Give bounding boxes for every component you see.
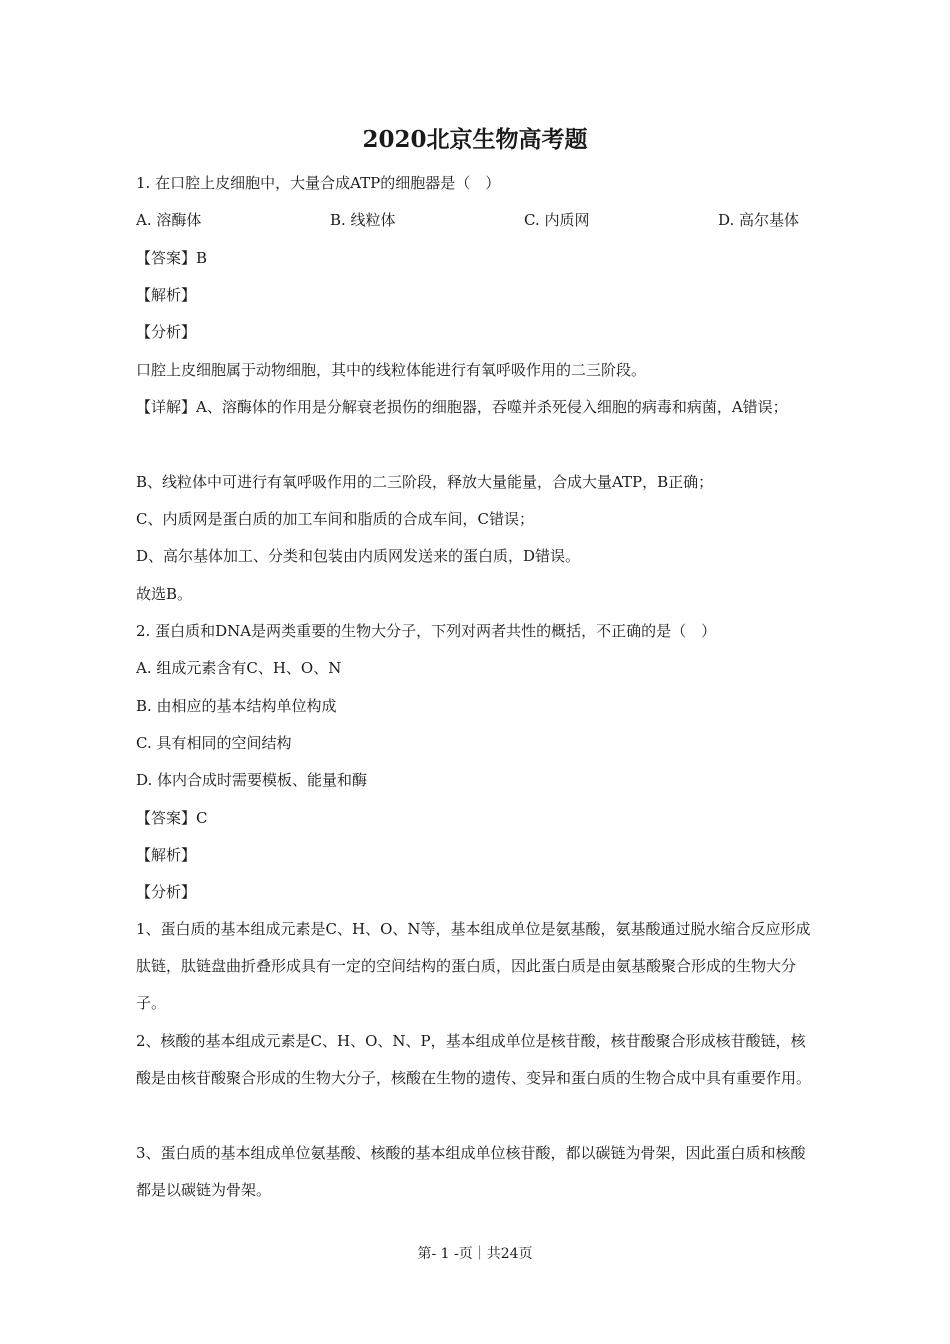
- document-title: 2020北京生物高考题: [362, 126, 588, 153]
- question-1-option-a: A. 溶酶体: [136, 211, 202, 229]
- question-2-jiexi-heading: 【解析】: [136, 846, 197, 864]
- question-2-analysis-1: 1、蛋白质的基本组成元素是C、H、O、N等，基本组成单位是氨基酸，氨基酸通过脱水缩合反应形成肽链，肽链盘曲折叠形成具有一定的空间结构的蛋白质，因此蛋白质是由氨基酸聚合形成的生物大分子。: [136, 920, 811, 1012]
- question-2-option-c: C. 具有相同的空间结构: [136, 734, 292, 752]
- question-1-stem: 1. 在口腔上皮细胞中，大量合成ATP的细胞器是（ ）: [136, 174, 501, 192]
- question-1-detail: 【详解】A、溶酶体的作用是分解衰老损伤的细胞器，吞噬并杀死侵入细胞的病毒和病菌，A错误；: [136, 398, 788, 416]
- question-2-analysis-2: 2、核酸的基本组成元素是C、H、O、N、P，基本组成单位是核苷酸，核苷酸聚合形成核苷酸链，核酸是由核苷酸聚合形成的生物大分子，核酸在生物的遗传、变异和蛋白质的生物合成中具有重要作用。: [136, 1032, 812, 1087]
- question-1-detail-b: B、线粒体中可进行有氧呼吸作用的二三阶段，释放大量能量，合成大量ATP，B正确；: [136, 473, 714, 491]
- question-1-answer: 【答案】B: [136, 249, 208, 267]
- question-1-option-d: D. 高尔基体: [718, 211, 800, 229]
- question-2-option-a: A. 组成元素含有C、H、O、N: [136, 659, 342, 677]
- question-2-option-d: D. 体内合成时需要模板、能量和酶: [136, 771, 368, 789]
- question-1-analysis: 口腔上皮细胞属于动物细胞，其中的线粒体能进行有氧呼吸作用的二三阶段。: [136, 361, 647, 379]
- question-1-option-b: B. 线粒体: [330, 211, 396, 229]
- page-footer: 第- 1 -页｜共24页: [417, 1246, 533, 1262]
- question-2-stem: 2. 蛋白质和DNA是两类重要的生物大分子，下列对两者共性的概括，不正确的是（ ）: [136, 622, 717, 640]
- question-2-option-b: B. 由相应的基本结构单位构成: [136, 697, 337, 715]
- question-1-fenxi-heading: 【分析】: [136, 323, 197, 341]
- question-1-choice: 故选B。: [136, 585, 193, 603]
- question-2-fenxi-heading: 【分析】: [136, 883, 197, 901]
- question-1-option-c: C. 内质网: [524, 211, 590, 229]
- question-1-detail-d: D、高尔基体加工、分类和包装由内质网发送来的蛋白质，D错误。: [136, 547, 581, 565]
- question-1-jiexi-heading: 【解析】: [136, 286, 197, 304]
- question-1-detail-c: C、内质网是蛋白质的加工车间和脂质的合成车间，C错误；: [136, 510, 534, 528]
- question-2-answer: 【答案】C: [136, 809, 208, 827]
- question-2-analysis-3: 3、蛋白质的基本组成单位氨基酸、核酸的基本组成单位核苷酸，都以碳链为骨架，因此蛋白质和核酸都是以碳链为骨架。: [136, 1144, 806, 1199]
